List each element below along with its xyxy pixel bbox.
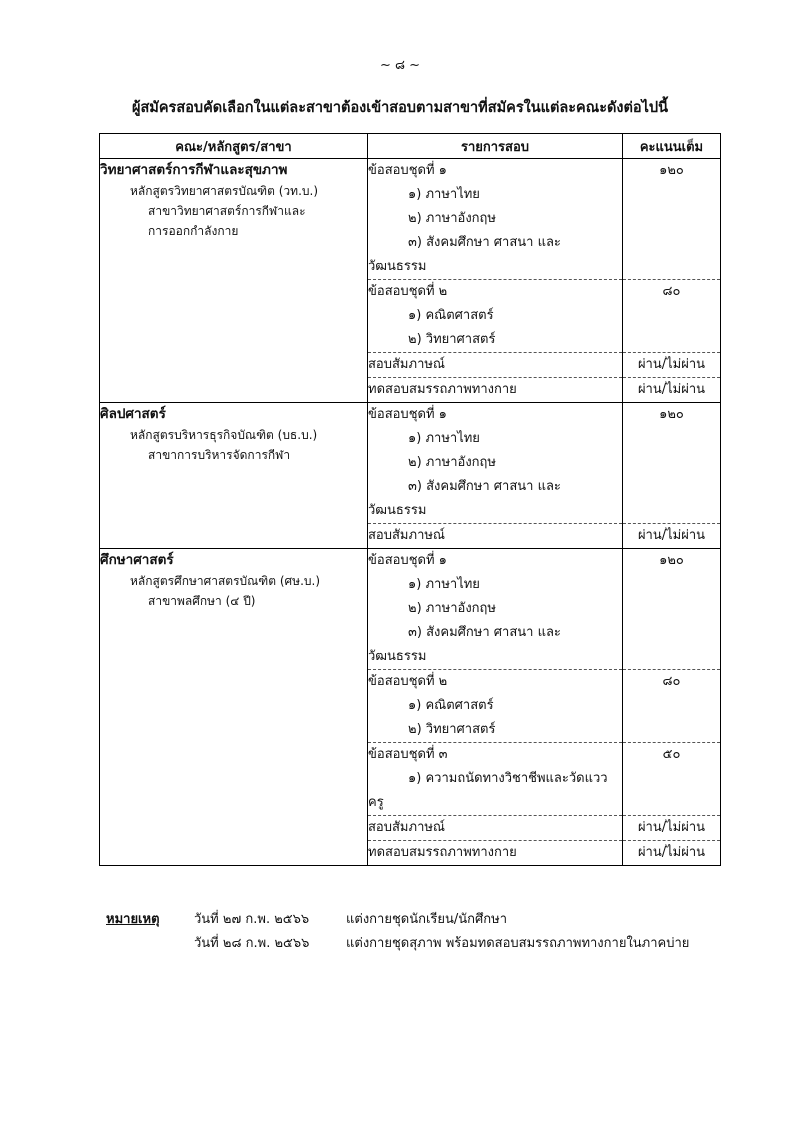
- exam-set-title: ข้อสอบชุดที่ ๑: [368, 407, 447, 422]
- exam-subject: ๓) สังคมศึกษา ศาสนา และ: [408, 235, 561, 250]
- faculty-name: วิทยาศาสตร์การกีฬาและสุขภาพ: [100, 162, 288, 178]
- exam-table-body: [100, 159, 721, 866]
- exam-subject-continuation: วัฒนธรรม: [368, 259, 427, 274]
- exam-subject: ๑) ภาษาไทย: [408, 577, 480, 592]
- exam-subject: ๒) ภาษาอังกฤษ: [408, 211, 496, 226]
- full-score-cell: ๑๒๐: [623, 159, 721, 280]
- major-name: สาขาวิทยาศาสตร์การกีฬาและ: [148, 204, 306, 218]
- program-name: หลักสูตรศึกษาศาสตรบัณฑิต (ศษ.บ.): [130, 574, 320, 588]
- exam-set-title: ทดสอบสมรรถภาพทางกาย: [368, 845, 517, 860]
- exam-subject: ๓) สังคมศึกษา ศาสนา และ: [408, 479, 561, 494]
- faculty-cell: [100, 159, 368, 403]
- program-name: หลักสูตรวิทยาศาสตรบัณฑิต (วท.บ.): [130, 184, 319, 198]
- full-score-cell: ผ่าน/ไม่ผ่าน: [623, 524, 721, 549]
- exam-item-cell: [368, 524, 623, 549]
- exam-table: [99, 133, 721, 866]
- faculty-cell: [100, 549, 368, 866]
- exam-set-title: ข้อสอบชุดที่ ๓: [368, 747, 448, 762]
- exam-item-cell: [368, 670, 623, 743]
- major-name: สาขาพลศึกษา (๔ ปี): [148, 594, 256, 608]
- table-row: [100, 403, 721, 524]
- exam-set-title: สอบสัมภาษณ์: [368, 357, 445, 372]
- exam-item-cell: [368, 816, 623, 841]
- faculty-cell: [100, 403, 368, 549]
- full-score-cell: ๘๐: [623, 670, 721, 743]
- full-score-cell: ๑๒๐: [623, 403, 721, 524]
- table-row: [100, 549, 721, 670]
- note-text: แต่งกายชุดนักเรียน/นักศึกษา: [346, 912, 508, 927]
- exam-item-cell: [368, 378, 623, 403]
- exam-set-title: สอบสัมภาษณ์: [368, 820, 445, 835]
- exam-item-cell: [368, 403, 623, 524]
- note-item: [194, 908, 507, 932]
- exam-set-title: สอบสัมภาษณ์: [368, 528, 445, 543]
- header-full-score: คะแนนเต็ม: [623, 134, 721, 159]
- full-score-cell: ผ่าน/ไม่ผ่าน: [623, 841, 721, 866]
- exam-subject: ๒) ภาษาอังกฤษ: [408, 455, 496, 470]
- full-score-cell: ผ่าน/ไม่ผ่าน: [623, 353, 721, 378]
- table-row: [100, 159, 721, 280]
- exam-item-cell: [368, 280, 623, 353]
- table-header-row: [100, 134, 721, 159]
- exam-subject-continuation: วัฒนธรรม: [368, 649, 427, 664]
- exam-set-title: ข้อสอบชุดที่ ๒: [368, 284, 448, 299]
- major-name: สาขาการบริหารจัดการกีฬา: [148, 448, 291, 462]
- exam-subject: ๑) คณิตศาสตร์: [408, 308, 494, 323]
- faculty-name: ศิลปศาสตร์: [100, 406, 166, 422]
- exam-subject: ๒) ภาษาอังกฤษ: [408, 601, 496, 616]
- full-score-cell: ผ่าน/ไม่ผ่าน: [623, 816, 721, 841]
- exam-item-cell: [368, 743, 623, 816]
- exam-subject: ๓) สังคมศึกษา ศาสนา และ: [408, 625, 561, 640]
- note-date: วันที่ ๒๘ ก.พ. ๒๕๖๖: [194, 936, 310, 951]
- header-exam-items: รายการสอบ: [368, 134, 623, 159]
- header-faculty: คณะ/หลักสูตร/สาขา: [100, 134, 368, 159]
- full-score-cell: ๘๐: [623, 280, 721, 353]
- exam-subject-continuation: วัฒนธรรม: [368, 503, 427, 518]
- note-date: วันที่ ๒๗ ก.พ. ๒๕๖๖: [194, 912, 310, 927]
- program-name: หลักสูตรบริหารธุรกิจบัณฑิต (บธ.บ.): [130, 428, 318, 442]
- exam-item-cell: [368, 549, 623, 670]
- exam-set-title: ข้อสอบชุดที่ ๑: [368, 553, 447, 568]
- note-item: [194, 932, 689, 956]
- exam-subject-continuation: ครู: [368, 795, 384, 810]
- page-heading: ผู้สมัครสอบคัดเลือกในแต่ละสาขาต้องเข้าสอบตามสาขาที่สมัครในแต่ละคณะดังต่อไปนี้: [131, 100, 669, 116]
- exam-subject: ๑) ภาษาไทย: [408, 431, 480, 446]
- exam-item-cell: [368, 353, 623, 378]
- major-name: การออกกำลังกาย: [148, 224, 239, 238]
- exam-set-title: ทดสอบสมรรถภาพทางกาย: [368, 382, 517, 397]
- full-score-cell: ผ่าน/ไม่ผ่าน: [623, 378, 721, 403]
- note-label: หมายเหตุ: [106, 912, 160, 927]
- exam-item-cell: [368, 159, 623, 280]
- exam-subject: ๒) วิทยาศาสตร์: [408, 332, 496, 347]
- exam-subject: ๑) ความถนัดทางวิชาชีพและวัดแวว: [408, 771, 608, 786]
- full-score-cell: ๕๐: [623, 743, 721, 816]
- faculty-name: ศึกษาศาสตร์: [100, 552, 174, 568]
- page-number: ~ ๘ ~: [379, 58, 421, 73]
- exam-subject: ๒) วิทยาศาสตร์: [408, 722, 496, 737]
- full-score-cell: ๑๒๐: [623, 549, 721, 670]
- note-text: แต่งกายชุดสุภาพ พร้อมทดสอบสมรรถภาพทางกายในภาคบ่าย: [346, 936, 690, 951]
- exam-set-title: ข้อสอบชุดที่ ๑: [368, 163, 447, 178]
- exam-set-title: ข้อสอบชุดที่ ๒: [368, 674, 448, 689]
- exam-item-cell: [368, 841, 623, 866]
- exam-subject: ๑) คณิตศาสตร์: [408, 698, 494, 713]
- exam-subject: ๑) ภาษาไทย: [408, 187, 480, 202]
